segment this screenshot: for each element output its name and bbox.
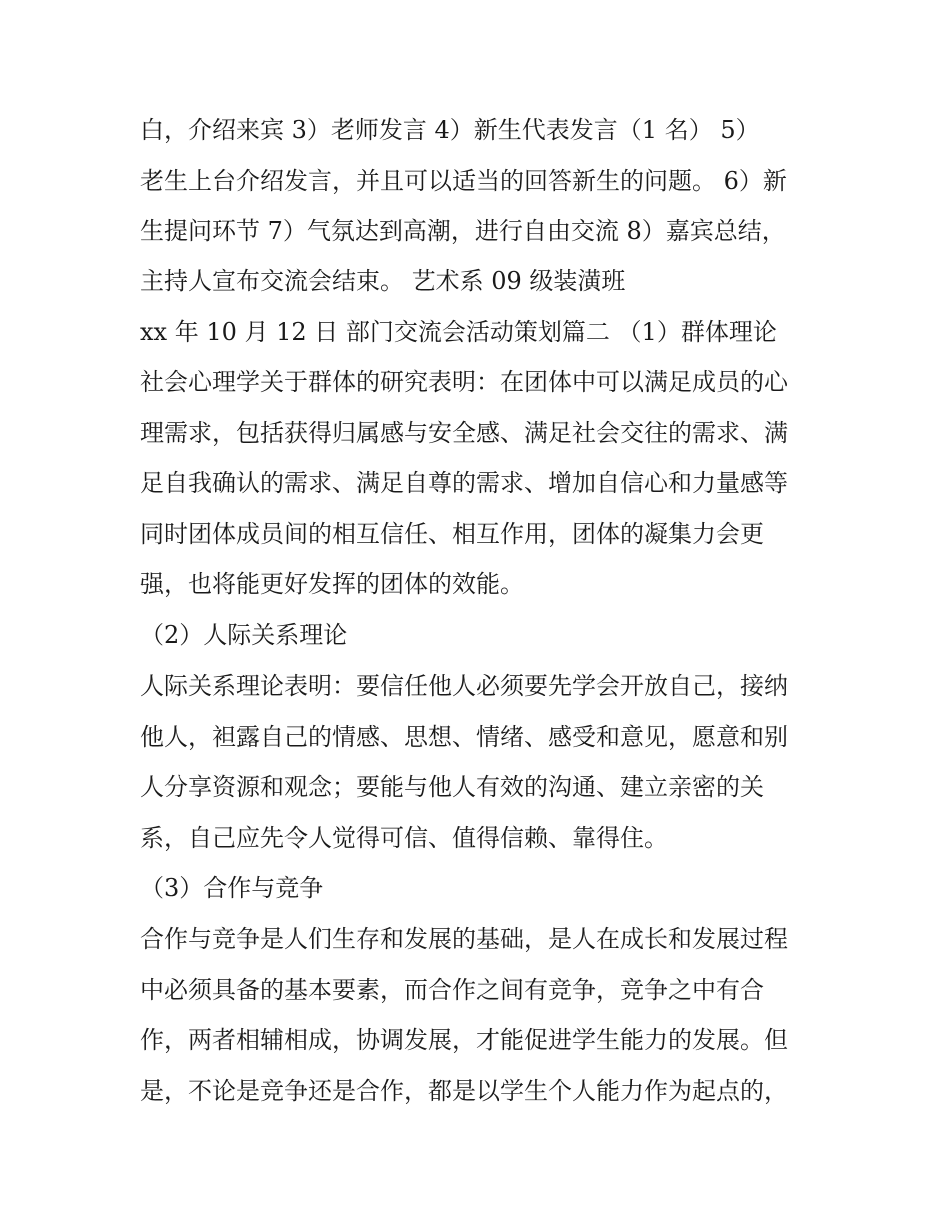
text-line: 人分享资源和观念；要能与他人有效的沟通、建立亲密的关: [140, 773, 764, 801]
text-line: xx 年 10 月 12 日 部门交流会活动策划篇二 （1）群体理论: [140, 318, 777, 346]
text-line: 作，两者相辅相成，协调发展，才能促进学生能力的发展。但: [140, 1026, 788, 1054]
section-heading: （3）合作与竞争: [140, 874, 324, 902]
text-line: 白，介绍来宾 3）老师发言 4）新生代表发言（1 名） 5）: [140, 116, 760, 144]
text-line: 中必须具备的基本要素，而合作之间有竞争，竞争之中有合: [140, 976, 764, 1004]
text-line: 老生上台介绍发言，并且可以适当的回答新生的问题。 6）新: [140, 167, 787, 195]
text-line: 人际关系理论表明：要信任他人必须要先学会开放自己，接纳: [140, 672, 788, 700]
text-line: 强，也将能更好发挥的团体的效能。: [140, 570, 524, 598]
text-line: 社会心理学关于群体的研究表明：在团体中可以满足成员的心: [140, 368, 788, 396]
section-heading: （2）人际关系理论: [140, 621, 348, 649]
text-line: 同时团体成员间的相互信任、相互作用，团体的凝集力会更: [140, 520, 764, 548]
text-line: 是，不论是竞争还是合作，都是以学生个人能力作为起点的，: [140, 1077, 788, 1105]
text-line: 合作与竞争是人们生存和发展的基础，是人在成长和发展过程: [140, 925, 788, 953]
text-line: 主持人宣布交流会结束。 艺术系 09 级装潢班: [140, 267, 626, 295]
text-line: 足自我确认的需求、满足自尊的需求、增加自信心和力量感等: [140, 469, 788, 497]
text-line: 生提问环节 7）气氛达到高潮，进行自由交流 8）嘉宾总结，: [140, 217, 786, 245]
text-line: 理需求，包括获得归属感与安全感、满足社会交往的需求、满: [140, 419, 788, 447]
text-line: 他人，袒露自己的情感、思想、情绪、感受和意见，愿意和别: [140, 723, 788, 751]
text-line: 系，自己应先令人觉得可信、值得信赖、靠得住。: [140, 824, 668, 852]
